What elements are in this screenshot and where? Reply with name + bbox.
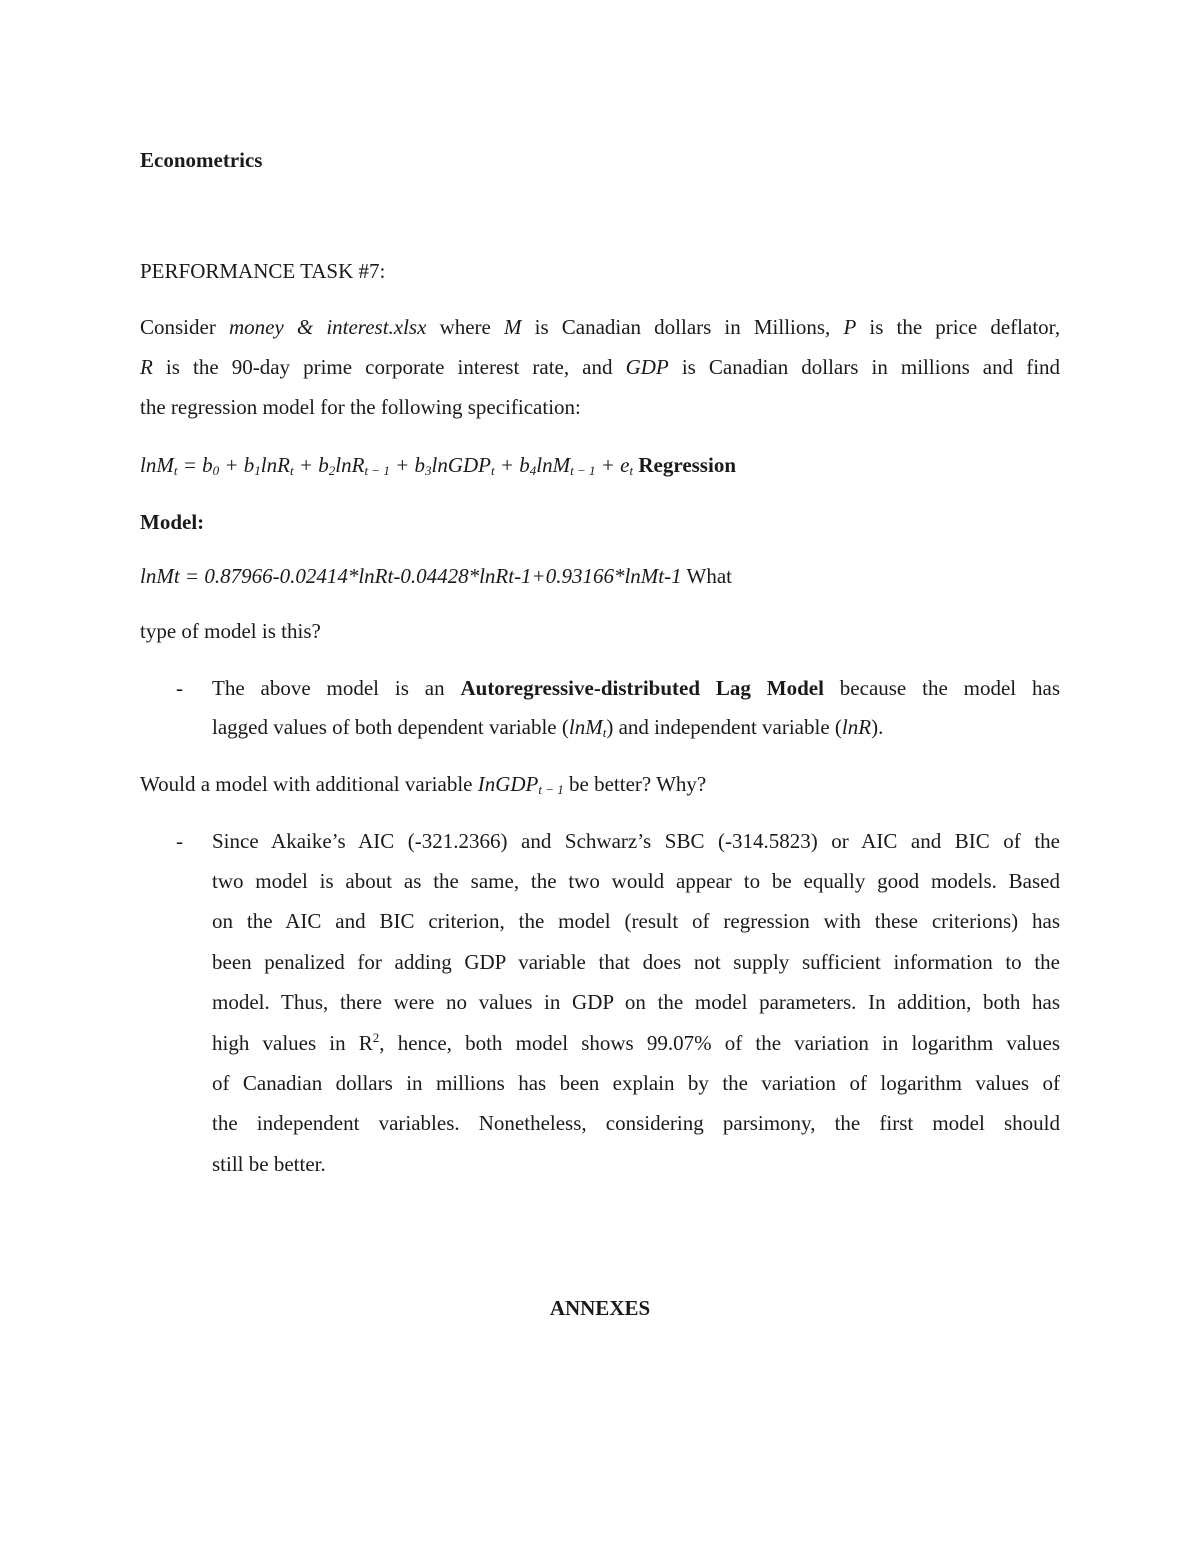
question-1-start: What	[686, 564, 732, 588]
intro-line-2	[140, 357, 1060, 378]
answer-1-post: because the model has	[839, 676, 1061, 700]
answer-2-line: Since Akaike’s AIC (-321.2366) and Schwarz’s SBC (-314.5823) or AIC and BIC of the	[212, 829, 1060, 853]
answer-2-line: the independent variables. Nonetheless, considering parsimony, the first model should	[212, 1111, 1060, 1135]
annexes-heading: ANNEXES	[549, 1296, 651, 1320]
answer-1-line-2: lagged values of both dependent variable (lnM$_t$) and independent variable (lnR).	[212, 715, 884, 740]
question-2	[140, 774, 706, 795]
intro-file-name: money & interest.xlsx	[228, 315, 427, 339]
intro-where: where	[439, 315, 491, 339]
model-equation: lnMt = 0.87966-0.02414*lnRt-0.04428*lnRt-1+0.93166*lnMt-1	[140, 564, 682, 588]
intro-line-3: the regression model for the following specification:	[140, 395, 581, 419]
answer-2-bullet: -	[176, 829, 183, 853]
intro-var-m: M	[504, 315, 522, 339]
answer-2-line: two model is about as the same, the two would appear to be equally good models. Based	[212, 869, 1060, 893]
specification-equation	[140, 455, 736, 476]
question-2-post: be better? Why?	[569, 772, 707, 796]
answer-1-bullet: -	[176, 676, 183, 700]
question-2-var: InGDP$_{t - 1}$	[477, 772, 564, 797]
answer-2-line: of Canadian dollars in millions has been explain by the variation of logarithm values of	[212, 1071, 1060, 1095]
spec-regression-label: Regression	[638, 453, 736, 477]
task-heading-text: PERFORMANCE TASK #7:	[140, 259, 386, 283]
question-1-end: type of model is this?	[140, 619, 321, 643]
answer-2-r2-line: high values in $R^2$, hence, both model shows 99.07% of the variation in logarithm values	[212, 1030, 1060, 1055]
intro-consider: Consider	[140, 315, 216, 339]
answer-1-pre: The above model is an	[212, 676, 445, 700]
question-2-pre: Would a model with additional variable	[140, 772, 473, 796]
intro-var-gdp: GDP	[625, 355, 669, 379]
answer-2-line: model. Thus, there were no values in GDP on the model parameters. In addition, both has	[212, 990, 1060, 1014]
answer-1-model-type: Autoregressive-distributed Lag Model	[460, 676, 824, 700]
model-equation-line	[140, 566, 732, 587]
model-label: Model:	[140, 510, 205, 534]
task-heading	[140, 261, 385, 282]
answer-2-line: been penalized for adding GDP variable that does not supply sufficient information to the	[212, 950, 1060, 974]
intro-p-desc: is the price deflator,	[869, 315, 1061, 339]
course-title: Econometrics	[140, 148, 263, 172]
intro-line-1	[140, 317, 1060, 338]
spec-equation-math: $\ln M_t = b_0 + b_1\ln R_t + b_2\ln R_{t - 1}$ + $b_3lnGDP_t + b_4\ln M_{t - 1} + e_t$	[140, 453, 634, 478]
intro-var-r: R	[140, 355, 153, 379]
answer-2-last-line: still be better.	[212, 1152, 326, 1176]
answer-2-line: on the AIC and BIC criterion, the model (result of regression with these criterions) has	[212, 909, 1060, 933]
intro-var-p: P	[843, 315, 857, 339]
intro-r-desc: is the 90-day prime corporate interest rate, and	[165, 355, 613, 379]
intro-gdp-desc: is Canadian dollars in millions and find	[681, 355, 1061, 379]
answer-1-line-1	[212, 678, 1060, 699]
intro-m-desc: is Canadian dollars in Millions,	[534, 315, 831, 339]
